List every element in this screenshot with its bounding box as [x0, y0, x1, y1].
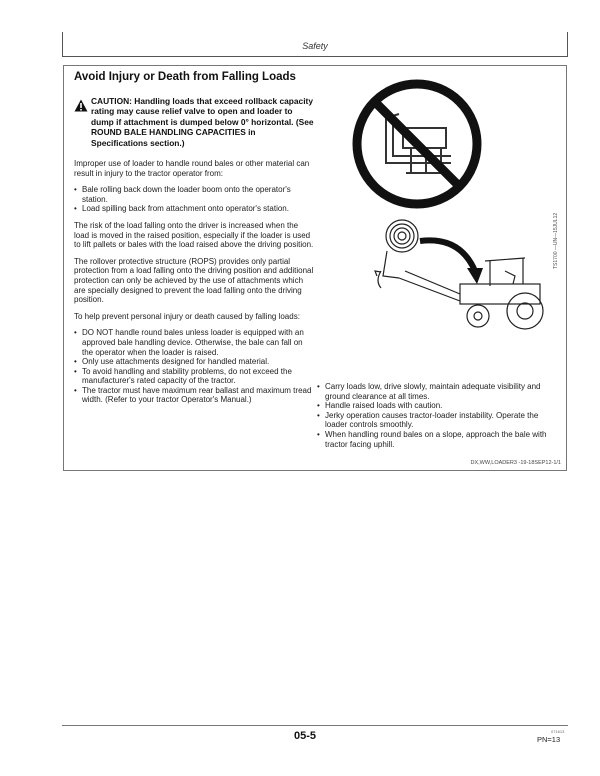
safety-panel — [63, 65, 567, 471]
hazard-list — [74, 185, 314, 214]
list-item: • Only use attachments designed for handled material. — [74, 357, 314, 367]
right-column — [317, 382, 557, 449]
caution-text: CAUTION: Handling loads that exceed rollback capacity rating may cause relief valve to open and loader to dump if attachment is dumped below 0° horizontal. (See ROUND BALE HANDLING CAPACITIES in Specifications section.) — [91, 96, 314, 148]
prevention-paragraph: To help prevent personal injury or death caused by falling loads: — [74, 311, 300, 321]
list-item: • To avoid handling and stability problems, do not exceed the manufacturer's rated capacity of the tractor. — [74, 367, 314, 386]
tractor-falling-bale-figure — [365, 216, 557, 336]
pn-label: PN=13 — [537, 735, 561, 744]
operation-list — [317, 382, 557, 449]
panel-heading: Avoid Injury or Death from Falling Loads — [74, 71, 296, 83]
list-item: • Bale rolling back down the loader boom onto the operator's station. — [74, 185, 314, 204]
caution-block — [74, 96, 314, 148]
page-number: 05-5 — [293, 730, 317, 742]
prohibited-pallet-fork-figure — [351, 78, 483, 210]
footer-divider — [62, 725, 568, 726]
list-item: • Handle raised loads with caution. — [317, 401, 557, 411]
figure-code: TS1700 —UN—15JUL12 — [553, 212, 559, 269]
list-item: • The tractor must have maximum rear ballast and maximum tread width. (Refer to your tractor Operator's Manual.) — [74, 386, 314, 405]
rops-paragraph: The rollover protective structure (ROPS) provides only partial protection from a load falling onto the driving position and additional protection can only be achieved by the use of attachments which are specially designed to prevent the load falling onto the driving position. — [74, 256, 314, 305]
list-item: • Load spilling back from attachment onto operator's station. — [74, 204, 314, 214]
list-item: • DO NOT handle round bales unless loader is equipped with an approved bale handling device. Otherwise, the bale can fall on the operator when the loader is raised. — [74, 328, 314, 357]
risk-paragraph: The risk of the load falling onto the driver is increased when the load is moved in the raised position, especially if the loader is used to lift pallets or bales with the load raised above the driving position. — [74, 220, 314, 250]
prevention-list — [74, 328, 314, 405]
warning-triangle-icon — [74, 99, 88, 112]
list-item: • Jerky operation causes tractor-loader instability. Operate the loader controls smoothly. — [317, 411, 557, 430]
left-column — [74, 159, 314, 412]
list-item: • Carry loads low, drive slowly, maintain adequate visibility and ground clearance at all times. — [317, 382, 557, 401]
document-reference: DX,WW,LOADER3 -19-18SEP12-1/1 — [470, 460, 561, 466]
header-divider — [62, 56, 568, 57]
intro-paragraph: Improper use of loader to handle round bales or other material can result in injury to the tractor operator from: — [74, 159, 310, 178]
section-title: Safety — [302, 41, 328, 51]
footer-code: 071613 — [551, 729, 565, 734]
list-item: • When handling round bales on a slope, approach the bale with tractor facing uphill. — [317, 430, 557, 449]
